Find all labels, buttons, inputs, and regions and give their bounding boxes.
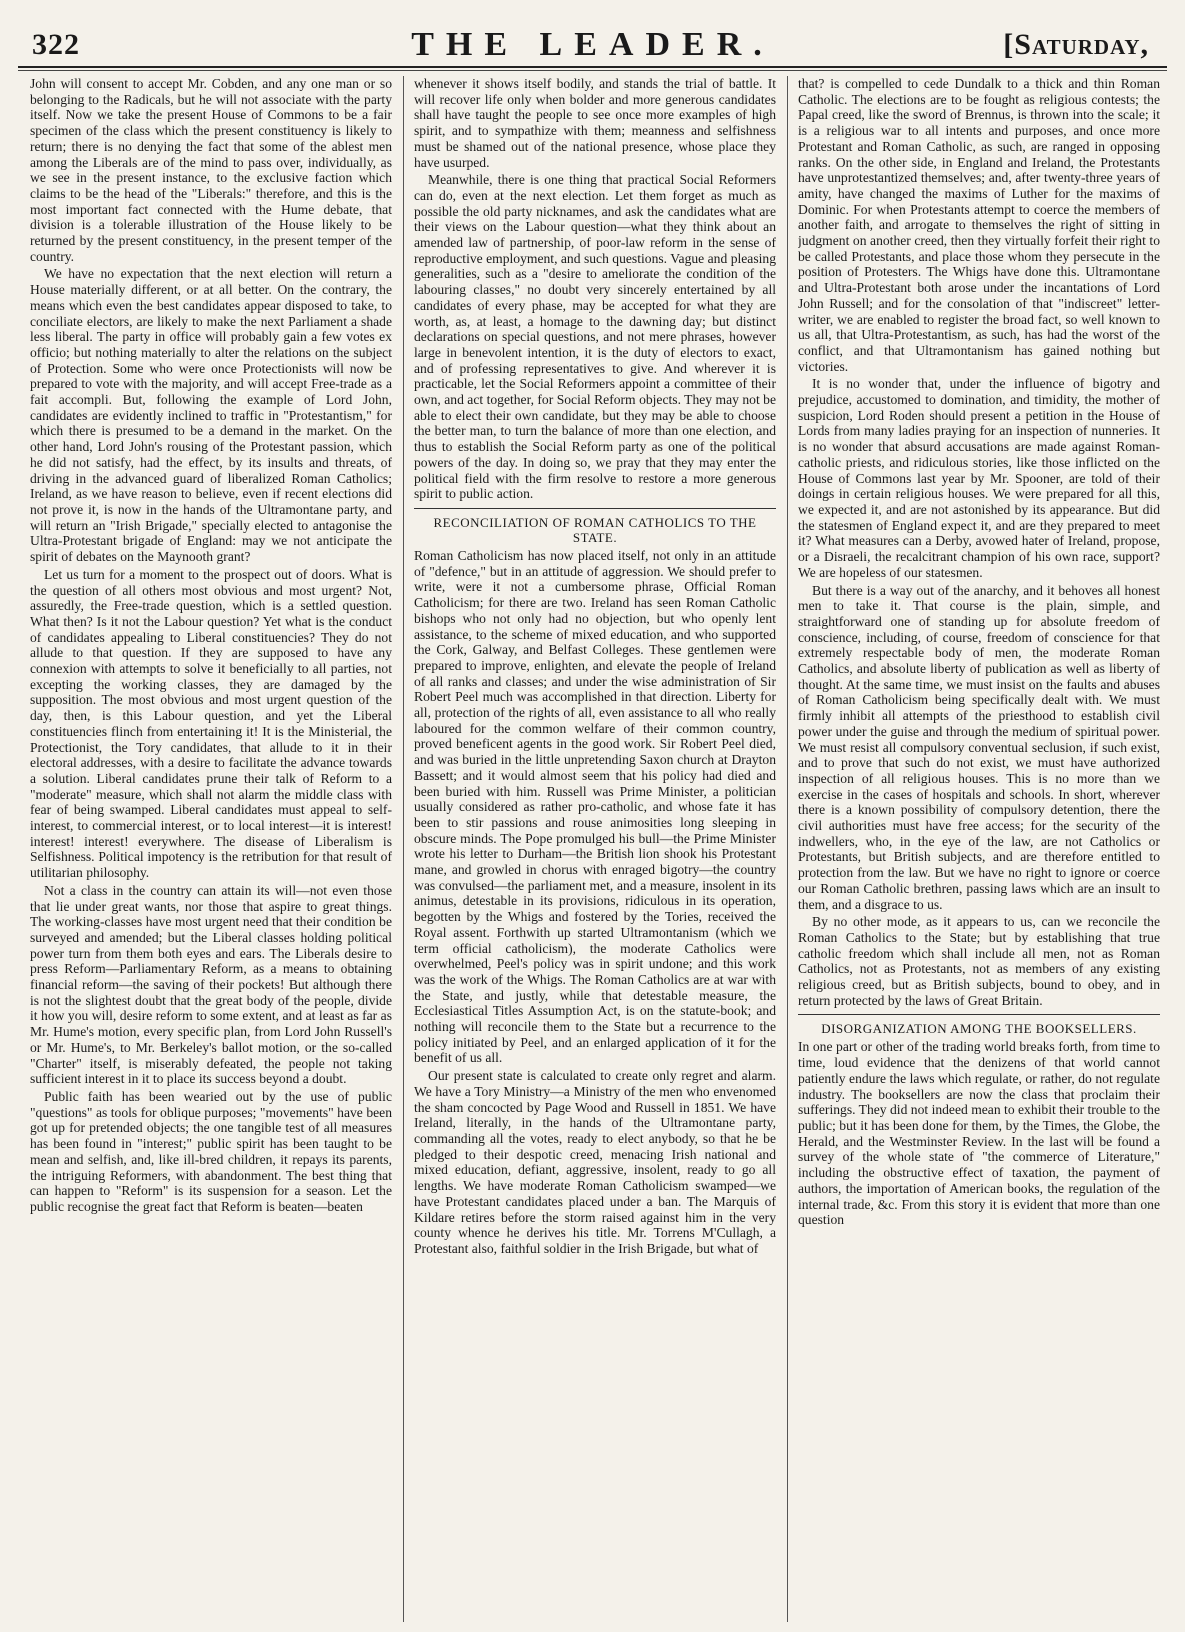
masthead [18, 14, 1167, 68]
paragraph: By no other mode, as it appears to us, can we reconcile the Roman Catholics to the State; but by establishing that true catholic freedom which shall include all men, not as Roman Catholics, not as Protestants, not as members of any existing religious creed, but as British subjects, bound to obey, and in return protected by the laws of Great Britain. [798, 914, 1160, 1008]
paragraph: Meanwhile, there is one thing that practical Social Reformers can do, even at the next election. Let them forget as much as possible the old party nicknames, and ask the candidates what are their views on the Labour question—what they think about an amended law of partnership, of poor-law reform in the sense of reproductive employment, and such questions. Vague and pleasing generalities, such as a "desire to ameliorate the condition of the labouring classes," no doubt very sincerely entertained by all candidates of every phase, may be accepted for what they are worth, as, at least, a homage to the dawning day; but distinct declarations on special questions, and not mere phrases, however large in benevolent intention, it is the duty of electors to exact, and of professing representatives to give. And wherever it is practicable, let the Social Reformers appoint a committee of their own, and act together, for Social Reform objects. They may not be able to elect their own candidate, but they may be able to choose the better man, to turn the balance of more than one election, and thus to establish the Social Reform party as one of the political powers of the day. In doing so, we pray that they may enter the political field with the firm resolve to restore a more generous spirit to public action. [414, 172, 776, 502]
column-3 [798, 76, 1160, 1622]
issue-day: [Saturday, [1003, 28, 1149, 61]
section-heading: DISORGANIZATION AMONG THE BOOKSELLERS. [798, 1014, 1160, 1036]
paragraph: Let us turn for a moment to the prospect out of doors. What is the question of all others most obvious and most urgent? Not, assuredly, the Free-trade question, which is a settled question. What then? Is it not the Labour question? Yet what is the conduct of candidates appealing to Liberal constituencies? They do not allude to that question. If they are supposed to have any connexion with attempts to solve it beneficially to all parties, not excepting the working classes, they are damaged by the supposition. The most obvious and most urgent question of the day, then, is this Labour question, and yet the Liberal constituencies flinch from entertaining it! It is the Ministerial, the Protectionist, the Tory candidates, that allude to it in their electoral addresses, with a desire to facilitate the advance towards a solution. Liberal candidates prune their talk of Reform to a "moderate" measure, which shall not alarm the middle class with fear of being swamped. Liberal candidates must appeal to self-interest, to commercial interest, or to local interest—it is interest! interest! interest! everywhere. The disease of Liberalism is Selfishness. Political impotency is the retribution for that result of utilitarian philosophy. [30, 566, 392, 881]
paragraph: In one part or other of the trading world breaks forth, from time to time, loud evidence that the denizens of that world cannot patiently endure the laws which regulate, or rather, do not regulate industry. The booksellers are now the class that proclaim their sufferings. They did not indeed mean to exhibit their trouble to the public; but it has been done for them, by the Times, the Globe, the Herald, and the Westminster Review. In the last will be found a survey of the whole state of "the commerce of Literature," including the obstructive effect of taxation, the payment of authors, the importation of American books, the regulation of the internal trade, &c. From this story it is evident that more than one question [798, 1039, 1160, 1228]
paragraph: Public faith has been wearied out by the use of public "questions" as tools for oblique purposes; "movements" have been got up for pretended objects; the one tangible test of all measures has been found in "interest;" public spirit has been taught to be mean and selfish, and, like ill-bred children, it repays its parents, the intriguing Reformers, with abandonment. The best thing that can happen to "Reform" is its suspension for a season. Let the public recognise the great fact that Reform is beaten—beaten [30, 1089, 392, 1214]
paragraph: that? is compelled to cede Dundalk to a thick and thin Roman Catholic. The elections are to be fought as religious contests; the Papal creed, like the sword of Brennus, is thrown into the scale; it is a religious war to all intents and purposes, and once more Protestant and Roman Catholic, as such, are ranged in opposing ranks. On the other side, in England and Ireland, the Protestants have unprotestantized themselves; and, after twenty-three years of amity, have changed the maxims of Luther for the maxims of Dominic. For when Protestants attempt to coerce the members of another faith, and arrogate to themselves the right of sitting in judgment on another creed, then they virtually forfeit their right to be called Protestants, and place those whom they persecute in the position of Protesters. The Whigs have done this. Ultramontane and Ultra-Protestant both arose under the incantations of Lord John Russell; and for the consolation of that "indiscreet" letter-writer, we are enabled to register the broad fact, so well known to us all, that Ultra-Protestantism, as such, has had the worst of the conflict, and that Ultramontanism has gained nothing but victories. [798, 76, 1160, 374]
paragraph: whenever it shows itself bodily, and stands the trial of battle. It will recover life only when bolder and more generous candidates shall have taught the people to see once more examples of high spirit, and to sympathize with them; meanness and selfishness must be shamed out of the national presence, whose place they have usurped. [414, 76, 776, 170]
paragraph: We have no expectation that the next election will return a House materially different, or at all better. On the contrary, the means which even the best candidates appear disposed to take, to conciliate electors, are likely to make the next Parliament a shade less liberal. The party in office will probably gain a few votes ex officio; but nothing materially to alter the relations on the subject of Protection. Some who were once Protectionists will now be prepared to vote with the majority, and will accept Free-trade as a fait accompli. But, following the example of Lord John, candidates are evidently inclined to traffic in "Protestantism," for which there is presumed to be a demand in the market. On the other hand, Lord John's rousing of the Protestant passion, which he did not satisfy, had the effect, by its insults and threats, of driving in the advanced guard of liberalized Roman Catholics; Ireland, as we have reason to believe, even if recent elections did not prove it, is now in the hands of the Ultramontane party, and will return an "Irish Brigade," specially elected to antagonise the Ultra-Protestant brigade of England: may we not anticipate the spirit of debates on the Maynooth grant? [30, 266, 392, 565]
paragraph: Not a class in the country can attain its will—not even those that lie under great wants, nor those that aspire to great things. The working-classes have most urgent need that their condition be surveyed and amended; but the Liberal classes holding political power turn from them both eyes and ears. The Liberals desire to press Reform—Parliamentary Reform, as a means to obtaining financial reform—the saving of their pockets! But although there is not the slightest doubt that the great body of the people, divide it how you will, desire reform to some extent, and at least as far as Mr. Hume's motion, every specific plan, from Lord John Russell's or Mr. Hume's, to Mr. Berkeley's ballot motion, or the so-called "Charter" itself, is miserably defeated, the people not taking sufficient interest in it to place its success beyond a doubt. [30, 882, 392, 1087]
paragraph: Our present state is calculated to create only regret and alarm. We have a Tory Ministry—a Ministry of the men who envenomed the sham concocted by Page Wood and Russell in 1851. We have Ireland, literally, in the hands of the Ultramontane party, commanding all the votes, ready to elect anybody, so that he be pledged to their despotic creed, menacing Irish national and mixed education, defiant, aggressive, insolent, ready to go all lengths. We have moderate Roman Catholicism swamped—we have Protestant candidates placed under a ban. The Marquis of Kildare retires before the storm raised against him in the very county whence he derives his title. Mr. Torrens M'Cullagh, a Protestant also, faithful soldier in the Irish Brigade, but what of [414, 1068, 776, 1256]
paragraph: But there is a way out of the anarchy, and it behoves all honest men to take it. That course is the plain, simple, and straightforward one of standing up for absolute freedom of conscience, including, of course, freedom of conscience for that extremely respectable body of men, the moderate Roman Catholics, and absolute liberty of publication as well as liberty of thought. At the same time, we must insist on the faults and abuses of Roman Catholicism being specifically dealt with. We must firmly inhibit all attempts of the priesthood to establish civil power under the guise and through the medium of spiritual power. We must resist all compulsory conventual seclusion, if such exist, and to prove that such do not exist, we must have authorized inspection of all religious houses. This is no more than we exercise in the cases of hospitals and schools. In short, wherever there is a known possibility of compulsory detention, there the civil authorities must have free access; for the security of the indwellers, who, in the eye of the law, are not Catholics or Protestants, but British subjects, and are therefore entitled to protection from the law. But we have no right to ignore or coerce our Roman Catholic brethren, passing laws which are an insult to them, and a disgrace to us. [798, 582, 1160, 912]
paragraph: John will consent to accept Mr. Cobden, and any one man or so belonging to the Radicals, but he will not associate with the party itself. Now we take the present House of Commons to be a fair specimen of the class which the present constituency is likely to return; there is no denying the fact that some of the ablest men among the Liberals are of the mind to pass over, individually, as we see in the present instance, to the exclusive faction which claims to be the head of the "Liberals:" therefore, and this is the most important fact connected with the Hume debate, that division is a tolerable illustration of the House likely to be returned by the present constituency, in the present temper of the country. [30, 76, 392, 264]
header-rule [18, 70, 1167, 71]
paragraph: Roman Catholicism has now placed itself, not only in an attitude of "defence," but in an attitude of aggression. We should prefer to write, were it not a cumbersome phrase, Official Roman Catholicism; for there are two. Ireland has seen Roman Catholic bishops who not only had no objection, but who openly lent assistance, to the scheme of mixed education, and who supported the Cork, Galway, and Belfast Colleges. These gentlemen were prepared to improve, enlighten, and elevate the people of Ireland of all ranks and classes; and under the wise administration of Sir Robert Peel much was accomplished in that direction. Liberty for all, protection of the rights of all, even assistance to all who really laboured for the common welfare of their common country, proved beneficent agents in the good work. Sir Robert Peel died, and was buried in the little unpretending Saxon church at Drayton Bassett; and it would almost seem that his policy had died and been buried with him. Russell was Prime Minister, a politician usually considered as rather pro-catholic, and whose fate it has been to stir passions and rouse animosities long sleeping in obscure minds. The Pope promulged his bull—the Prime Minister wrote his letter to Durham—the British lion shook his Protestant mane, and growled in chorus with enraged bigotry—the country was convulsed—the parliament met, and a measure, insolent in its animus, detestable in its provisions, ridiculous in its operation, begotten by the Whigs and fostered by the Tories, received the Royal assent. Forthwith up started Ultramontanism (which we term official catholicism), the moderate Catholics were overwhelmed, Peel's policy was in spirit undone; and this work was the work of the Whigs. The Roman Catholics are at war with the State, and justly, while that detestable measure, the Ecclesiastical Titles Assumption Act, is on the statute-book; and nothing will reconcile them to the State but a recurrence to the policy initiated by Peel, and an enlarged application of it for the benefit of us all. [414, 547, 776, 1066]
column-1 [30, 76, 392, 1622]
column-divider [403, 76, 404, 1622]
column-divider [787, 76, 788, 1622]
newspaper-title: THE LEADER. [411, 26, 774, 63]
section-heading: RECONCILIATION OF ROMAN CATHOLICS TO THE STATE. [414, 508, 776, 545]
column-2 [414, 76, 776, 1622]
paragraph: It is no wonder that, under the influence of bigotry and prejudice, accustomed to domination, and timidity, the mother of suspicion, Lord Roden should present a petition in the House of Lords from many ladies praying for an inspection of nunneries. It is no wonder that absurd accusations are made against Roman-catholic priests, and ridiculous stories, like those inflicted on the House of Commons last year by Mr. Spooner, are told of their doings in certain religious houses. We were prepared for all this, we expected it, and are not astonished by its appearance. But did the statesmen of England expect it, and are they prepared to meet it? What measures can a Derby, avowed hater of Ireland, propose, or a Disraeli, the recalcitrant champion of his own race, support? We are hopeless of our statesmen. [798, 376, 1160, 580]
article-columns [30, 76, 1160, 1622]
page-number: 322 [32, 28, 80, 61]
